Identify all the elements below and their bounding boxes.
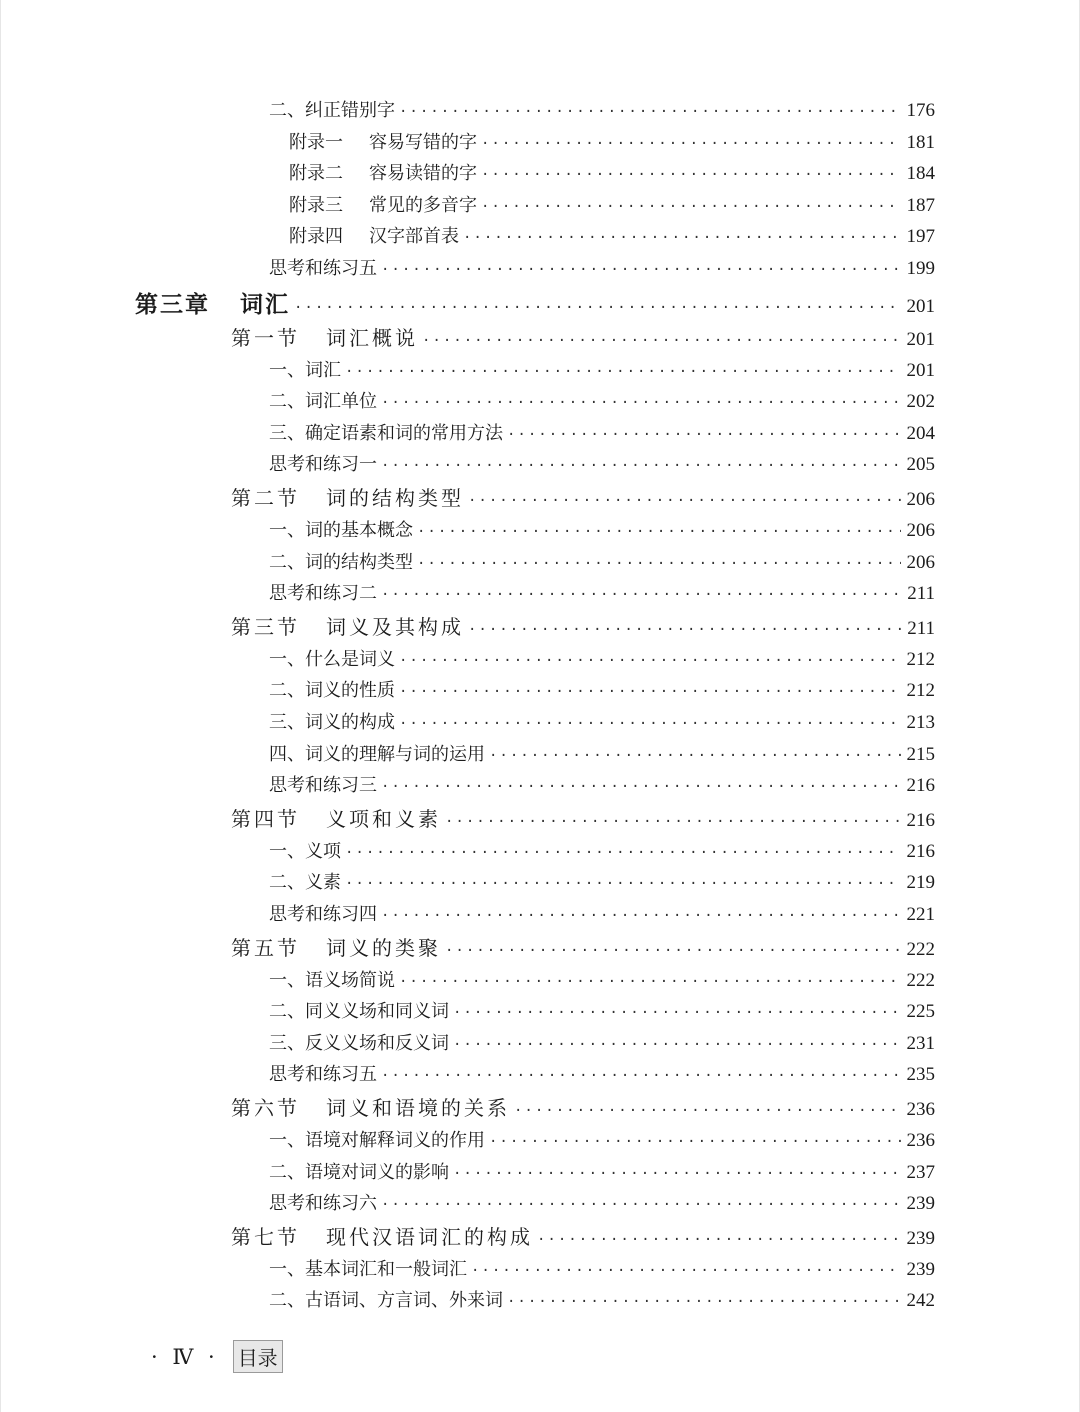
toc-entry-label: 二、古语词、方言词、外来词 <box>269 1290 503 1312</box>
toc-entry-title <box>231 803 441 832</box>
toc-section-entry <box>231 611 935 640</box>
dot-leader <box>481 136 901 152</box>
toc-entry <box>289 191 935 217</box>
page-number: · Ⅳ · <box>151 1344 219 1369</box>
toc-page-number: 206 <box>906 551 935 573</box>
toc-entry-label: 一、什么是词义 <box>269 648 395 670</box>
toc-entry-label: 一、词的基本概念 <box>269 520 413 541</box>
toc-entry <box>269 837 935 863</box>
toc-section-entry <box>231 803 935 832</box>
toc-entry-label: 思考和练习三 <box>269 775 377 797</box>
dot-leader <box>507 1294 901 1310</box>
toc-entry-title <box>269 740 485 766</box>
dot-leader <box>381 1197 901 1213</box>
toc-entry <box>269 579 935 605</box>
toc-entry-label: 第六节 <box>231 1096 300 1120</box>
toc-entry-title <box>269 254 377 280</box>
toc-page-number: 201 <box>906 359 935 381</box>
toc-entry-label: 第三章 <box>135 291 210 318</box>
toc-entry-title <box>269 645 395 671</box>
dot-leader <box>399 104 901 120</box>
toc-page-number: 219 <box>906 872 935 894</box>
toc-entry-title <box>135 286 290 319</box>
toc-entry-title <box>231 1092 510 1121</box>
dot-leader <box>445 943 901 959</box>
toc-entry-title <box>269 868 341 894</box>
toc-entry-label: 二、语境对词义的影响 <box>269 1161 449 1183</box>
toc-entry-title <box>269 1029 449 1055</box>
toc-entry-label: 第七节 <box>231 1224 300 1249</box>
dot-leader <box>463 230 901 246</box>
toc-entry-title <box>269 1158 449 1184</box>
dot-leader <box>417 524 901 540</box>
dot-leader <box>453 1166 901 1182</box>
toc-page-number: 236 <box>906 1130 935 1151</box>
dot-leader <box>468 622 901 638</box>
toc-page-number: 213 <box>906 712 935 733</box>
dot-leader <box>381 395 901 411</box>
dot-leader <box>445 814 901 830</box>
toc-entry-title <box>269 1060 377 1086</box>
toc-page-number: 235 <box>906 1064 935 1086</box>
toc-entry <box>269 1060 935 1086</box>
toc-entry-label: 第二节 <box>231 486 300 510</box>
toc-page-number: 231 <box>906 1032 935 1054</box>
toc-entry-title <box>269 1126 485 1152</box>
toc-entry <box>269 1126 935 1152</box>
toc-page-number: 222 <box>906 938 935 960</box>
dot-leader <box>481 167 901 183</box>
toc-entry-label: 四、词义的理解与词的运用 <box>269 743 485 765</box>
toc-entry-title <box>269 387 377 413</box>
dot-leader <box>345 876 901 892</box>
toc-page-number: 206 <box>906 489 935 510</box>
toc-entry <box>289 159 935 185</box>
dot-leader <box>489 748 901 764</box>
dot-leader <box>399 716 901 732</box>
toc-entry-label: 附录二 <box>289 163 343 185</box>
toc-entry-label: 二、纠正错别字 <box>269 100 395 121</box>
toc-entry <box>269 450 935 476</box>
toc-entry-title <box>231 482 464 511</box>
toc-page-number: 181 <box>906 131 935 153</box>
toc-entry-label: 附录一 <box>289 131 343 153</box>
toc-entry-subtitle: 常见的多音字 <box>369 194 477 216</box>
toc-entry <box>269 997 935 1023</box>
toc-entry-subtitle: 词汇概说 <box>326 325 418 350</box>
toc-page-number: 236 <box>906 1099 935 1120</box>
dot-leader <box>422 333 901 349</box>
toc-entry-title <box>289 128 477 154</box>
toc-entry-title <box>289 191 477 217</box>
toc-entry-subtitle: 词汇 <box>240 291 290 318</box>
toc-entry-title <box>269 966 395 992</box>
toc-entry-label: 三、词义的构成 <box>269 712 395 733</box>
toc-page-number: 212 <box>906 648 935 670</box>
toc-entry-label: 二、同义义场和同义词 <box>269 1001 449 1023</box>
toc-entry-title <box>269 837 341 863</box>
toc-entry-title <box>269 708 395 734</box>
toc-entry-label: 第一节 <box>231 325 300 350</box>
toc-page-number: 212 <box>906 680 935 702</box>
toc-entry-label: 第三节 <box>231 614 300 639</box>
toc-entry-label: 一、语境对解释词义的作用 <box>269 1130 485 1151</box>
dot-leader <box>381 1068 901 1084</box>
toc-entry <box>269 254 935 280</box>
dot-leader <box>399 653 901 669</box>
toc-entry <box>269 676 935 702</box>
dot-leader <box>471 1263 901 1279</box>
toc-entry-subtitle: 词义和语境的关系 <box>326 1096 510 1120</box>
toc-page-number: 201 <box>906 295 935 317</box>
toc-entry-title <box>269 997 449 1023</box>
toc-entry-label: 思考和练习五 <box>269 1064 377 1086</box>
toc-entry-label: 思考和练习四 <box>269 904 377 925</box>
dot-leader <box>399 974 901 990</box>
toc-entry-label: 一、词汇 <box>269 359 341 381</box>
toc-entry <box>269 387 935 413</box>
dot-leader <box>381 587 901 603</box>
toc-entry-title <box>269 516 413 542</box>
toc-page-number: 221 <box>906 904 935 925</box>
toc-entry-title <box>269 900 377 926</box>
toc-page-number: 239 <box>906 1258 935 1280</box>
toc-entry-subtitle: 容易写错的字 <box>369 131 477 153</box>
toc-page-number: 239 <box>906 1227 935 1249</box>
toc-page-number: 197 <box>906 226 935 248</box>
dot-leader <box>481 199 901 215</box>
toc-entry-label: 附录三 <box>289 194 343 216</box>
toc-entry-label: 思考和练习二 <box>269 583 377 605</box>
toc-entry-title <box>269 1189 377 1215</box>
toc-entry-label: 三、反义义场和反义词 <box>269 1032 449 1054</box>
toc-page-number: 225 <box>906 1001 935 1023</box>
dot-leader <box>468 493 901 509</box>
toc-entry <box>269 740 935 766</box>
dot-leader <box>381 262 901 278</box>
toc-entry <box>269 966 935 992</box>
toc-page-number: 239 <box>906 1193 935 1215</box>
toc-entry-title <box>231 1221 533 1250</box>
toc-page-number: 216 <box>906 840 935 862</box>
page-footer <box>151 1340 283 1373</box>
toc-entry <box>269 645 935 671</box>
toc-page-number: 216 <box>906 775 935 797</box>
toc-entry-label: 思考和练习一 <box>269 454 377 476</box>
dot-leader <box>381 458 901 474</box>
toc-entry <box>269 868 935 894</box>
dot-leader <box>453 1005 901 1021</box>
dot-leader <box>345 845 901 861</box>
toc-entry <box>269 548 935 574</box>
toc-page-number: 222 <box>906 969 935 991</box>
dot-leader <box>294 300 901 316</box>
dot-leader <box>514 1103 901 1119</box>
toc-entry-label: 第四节 <box>231 806 300 831</box>
toc-entry <box>269 1255 935 1281</box>
toc-entry-subtitle: 词义及其构成 <box>326 614 464 639</box>
dot-leader <box>417 556 901 572</box>
toc-entry-title <box>231 322 418 351</box>
toc-entry-subtitle: 词义的类聚 <box>326 935 441 960</box>
toc-entry-title <box>269 450 377 476</box>
toc-page-number: 187 <box>906 194 935 216</box>
toc-entry-label: 一、基本词汇和一般词汇 <box>269 1258 467 1280</box>
toc-entry-title <box>269 771 377 797</box>
toc-entry-title <box>269 419 503 445</box>
dot-leader <box>381 908 901 924</box>
toc-entry <box>269 1158 935 1184</box>
toc-entry-label: 二、义素 <box>269 872 341 894</box>
toc-entry <box>269 900 935 926</box>
toc-label: 目录 <box>233 1340 283 1373</box>
toc-page-number: 204 <box>906 422 935 444</box>
toc-entry-title <box>269 1255 467 1281</box>
toc-entry-title <box>289 222 459 248</box>
dot-leader <box>381 779 901 795</box>
toc-entry-label: 思考和练习六 <box>269 1193 377 1215</box>
toc-entry <box>269 1189 935 1215</box>
toc-entry <box>269 96 935 122</box>
toc-page-number: 184 <box>906 163 935 185</box>
toc-section-entry <box>231 1221 935 1250</box>
toc-entry-title <box>231 611 464 640</box>
toc-entry <box>269 356 935 382</box>
toc-entry-label: 二、词义的性质 <box>269 680 395 702</box>
toc-entry <box>269 419 935 445</box>
toc-section-entry <box>231 482 935 511</box>
toc-entry-title <box>269 676 395 702</box>
toc-entry-subtitle: 容易读错的字 <box>369 163 477 185</box>
toc-entry-label: 思考和练习五 <box>269 258 377 279</box>
toc-entry <box>289 222 935 248</box>
toc-page-number: 201 <box>906 328 935 350</box>
toc-section-entry <box>231 1092 935 1121</box>
toc-entry-label: 附录四 <box>289 226 343 248</box>
toc-entry-title <box>269 1286 503 1312</box>
toc-entry-subtitle: 词的结构类型 <box>326 486 464 510</box>
toc-entry-label: 二、词的结构类型 <box>269 551 413 573</box>
toc-entry <box>269 771 935 797</box>
dot-leader <box>537 1232 901 1248</box>
toc-page-number: 211 <box>907 617 935 639</box>
toc-page-number: 216 <box>906 809 935 831</box>
toc-page-number: 202 <box>906 391 935 413</box>
toc-entry-label: 二、词汇单位 <box>269 391 377 413</box>
toc-entry-subtitle: 汉字部首表 <box>369 226 459 248</box>
toc-chapter-entry <box>135 286 935 319</box>
toc-page-number: 215 <box>906 743 935 765</box>
toc-page-number: 237 <box>906 1161 935 1183</box>
dot-leader <box>507 427 901 443</box>
toc-page-number: 242 <box>906 1290 935 1312</box>
dot-leader <box>453 1037 901 1053</box>
toc-entry-label: 三、确定语素和词的常用方法 <box>269 422 503 444</box>
toc-section-entry <box>231 932 935 961</box>
toc-entry-subtitle: 现代汉语词汇的构成 <box>326 1224 533 1249</box>
toc-page-number: 205 <box>906 454 935 476</box>
toc-page-number: 199 <box>906 258 935 279</box>
toc-entry-title <box>269 356 341 382</box>
toc-entry <box>269 1029 935 1055</box>
toc-entry-subtitle: 义项和义素 <box>326 806 441 831</box>
toc-entry-title <box>289 159 477 185</box>
dot-leader <box>489 1134 901 1150</box>
toc-entry <box>269 1286 935 1312</box>
toc-entry <box>269 708 935 734</box>
toc-section-entry <box>231 322 935 351</box>
toc-entry <box>289 128 935 154</box>
toc-page-number: 211 <box>907 583 935 605</box>
toc-entry-title <box>231 932 441 961</box>
toc-entry-title <box>269 96 395 122</box>
toc-entry <box>269 516 935 542</box>
toc-entry-title <box>269 548 413 574</box>
dot-leader <box>345 364 901 380</box>
toc-page-number: 206 <box>906 520 935 541</box>
toc-entry-title <box>269 579 377 605</box>
toc-entry-label: 第五节 <box>231 935 300 960</box>
toc-entry-label: 一、语义场简说 <box>269 969 395 991</box>
toc-page-number: 176 <box>906 100 935 121</box>
dot-leader <box>399 684 901 700</box>
toc-entry-label: 一、义项 <box>269 840 341 862</box>
